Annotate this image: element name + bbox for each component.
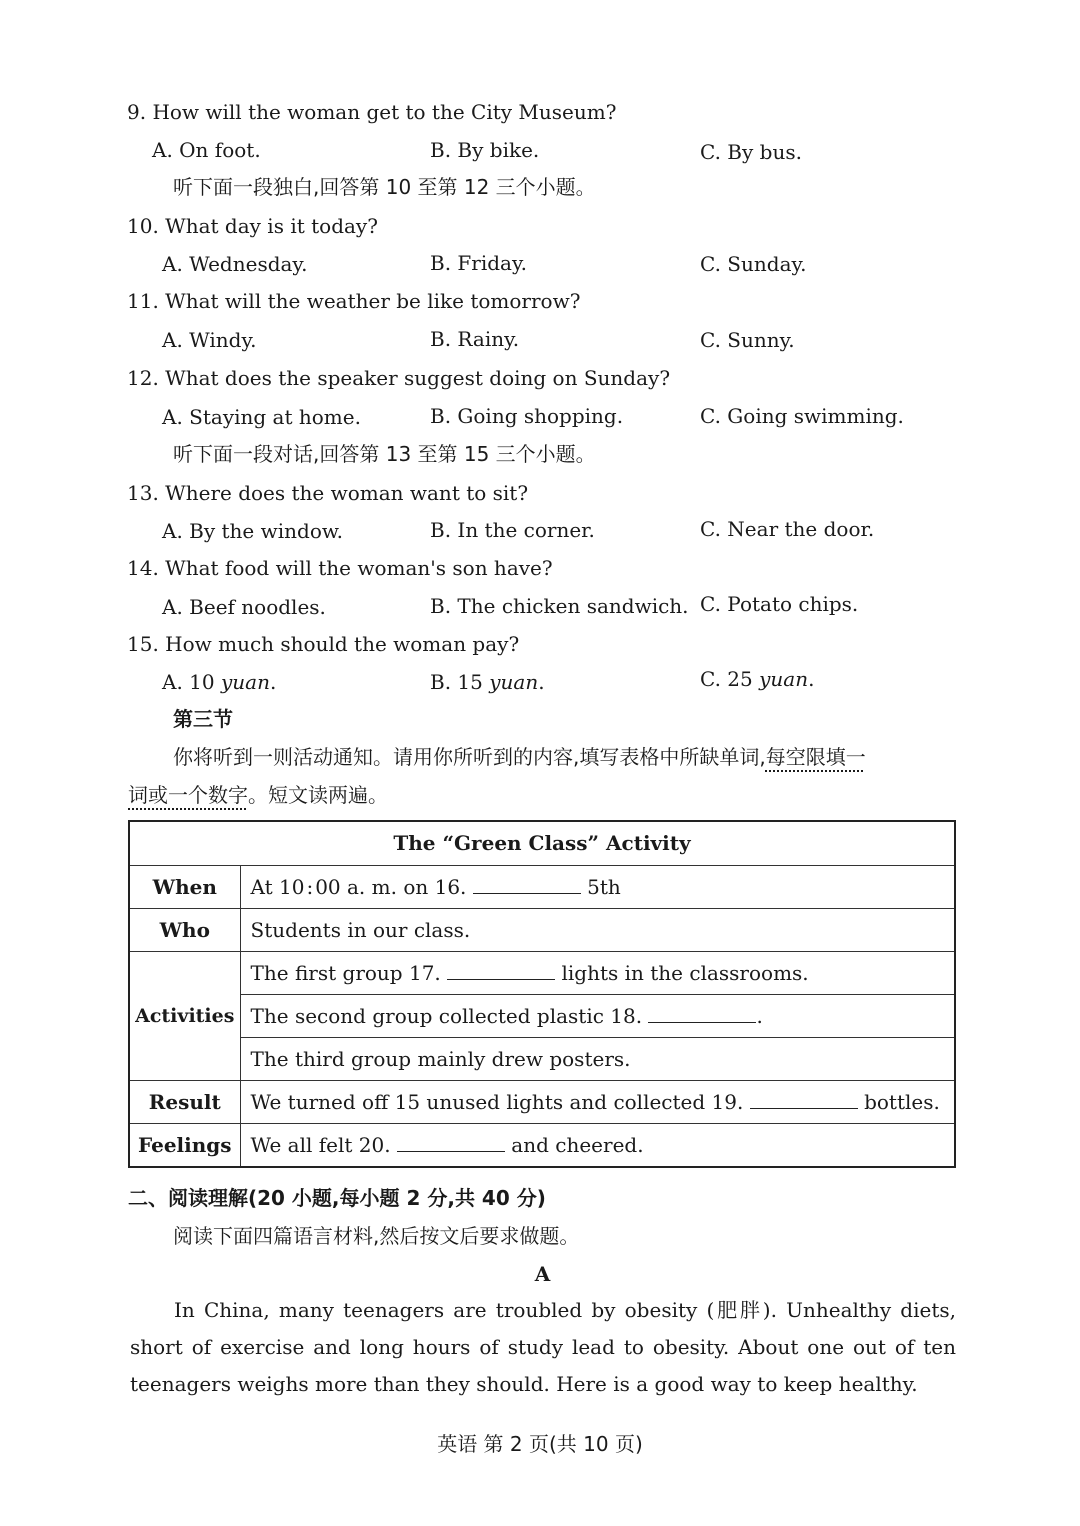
row-value-when: At 10 : 00 a. m. on 16. 5th xyxy=(240,865,955,908)
option-a: A. On foot. xyxy=(152,138,261,162)
section-3-heading: 第三节 xyxy=(173,707,233,731)
row-label-feelings: Feelings xyxy=(129,1123,240,1167)
row-value-activity-2: The second group collected plastic 18. . xyxy=(240,994,955,1037)
row-value-feelings: We all felt 20. and cheered. xyxy=(240,1123,955,1167)
reading-section-title: 二、阅读理解(20 小题,每小题 2 分,共 40 分) xyxy=(128,1186,546,1210)
option-c: C. By bus. xyxy=(700,140,802,164)
table-title: The “Green Class” Activity xyxy=(129,821,955,865)
option-b: B. Friday. xyxy=(430,251,527,275)
row-label-when: When xyxy=(129,865,240,908)
question-9: 9. How will the woman get to the City Museum? xyxy=(127,100,617,124)
blank-19[interactable] xyxy=(750,1090,858,1109)
option-b: B. Going shopping. xyxy=(430,404,624,428)
option-b: B. In the corner. xyxy=(430,518,595,542)
option-a: A. 10 yuan. xyxy=(162,670,277,694)
question-14: 14. What food will the woman's son have? xyxy=(127,556,553,580)
question-15: 15. How much should the woman pay? xyxy=(127,632,520,656)
option-a: A. By the window. xyxy=(162,519,343,543)
row-value-activity-1: The first group 17. lights in the classrooms. xyxy=(240,951,955,994)
option-b: B. Rainy. xyxy=(430,327,520,351)
option-c: C. 25 yuan. xyxy=(700,667,815,691)
option-c: C. Going swimming. xyxy=(700,404,904,428)
row-value-activity-3: The third group mainly drew posters. xyxy=(240,1037,955,1080)
option-b: B. The chicken sandwich. xyxy=(430,594,689,618)
question-13: 13. Where does the woman want to sit? xyxy=(127,481,529,505)
question-12: 12. What does the speaker suggest doing on Sunday? xyxy=(127,366,671,390)
option-b: B. 15 yuan. xyxy=(430,670,545,694)
blank-18[interactable] xyxy=(648,1004,756,1023)
option-c: C. Near the door. xyxy=(700,517,875,541)
row-label-who: Who xyxy=(129,908,240,951)
option-a: A. Staying at home. xyxy=(162,405,361,429)
reading-instruction: 阅读下面四篇语言材料,然后按文后要求做题。 xyxy=(173,1224,580,1248)
row-label-result: Result xyxy=(129,1080,240,1123)
option-a: A. Windy. xyxy=(162,328,257,352)
blank-16[interactable] xyxy=(473,875,581,894)
passage-a-paragraph xyxy=(130,1292,956,1403)
instruction-monologue: 听下面一段独白,回答第 10 至第 12 三个小题。 xyxy=(173,175,596,199)
activity-table xyxy=(128,820,956,1168)
row-label-activities: Activities xyxy=(129,951,240,1080)
blank-17[interactable] xyxy=(447,961,555,980)
question-10: 10. What day is it today? xyxy=(127,214,378,238)
page-footer: 英语 第 2 页(共 10 页) xyxy=(437,1432,643,1456)
paragraph-text: In China, many teenagers are troubled by obesity (肥胖). Unhealthy diets, short of exercise and long hours of study lead to obesity. About one out of ten teenagers weighs more than they should. Here is a good way to keep healthy. xyxy=(130,1298,956,1396)
option-c: C. Sunny. xyxy=(700,328,795,352)
row-value-result: We turned off 15 unused lights and collected 19. bottles. xyxy=(240,1080,955,1123)
question-11: 11. What will the weather be like tomorrow? xyxy=(127,289,581,313)
section-3-intro-line2: 词或一个数字。短文读两遍。 xyxy=(128,783,388,807)
blank-20[interactable] xyxy=(397,1133,505,1152)
row-value-who: Students in our class. xyxy=(240,908,955,951)
option-c: C. Potato chips. xyxy=(700,592,859,616)
instruction-dialogue: 听下面一段对话,回答第 13 至第 15 三个小题。 xyxy=(173,442,596,466)
passage-label: A xyxy=(534,1262,551,1286)
option-b: B. By bike. xyxy=(430,138,540,162)
option-a: A. Beef noodles. xyxy=(162,595,326,619)
section-3-intro-line1: 你将听到一则活动通知。请用你所听到的内容,填写表格中所缺单词,每空限填一 xyxy=(173,745,866,769)
option-a: A. Wednesday. xyxy=(162,252,308,276)
option-c: C. Sunday. xyxy=(700,252,807,276)
